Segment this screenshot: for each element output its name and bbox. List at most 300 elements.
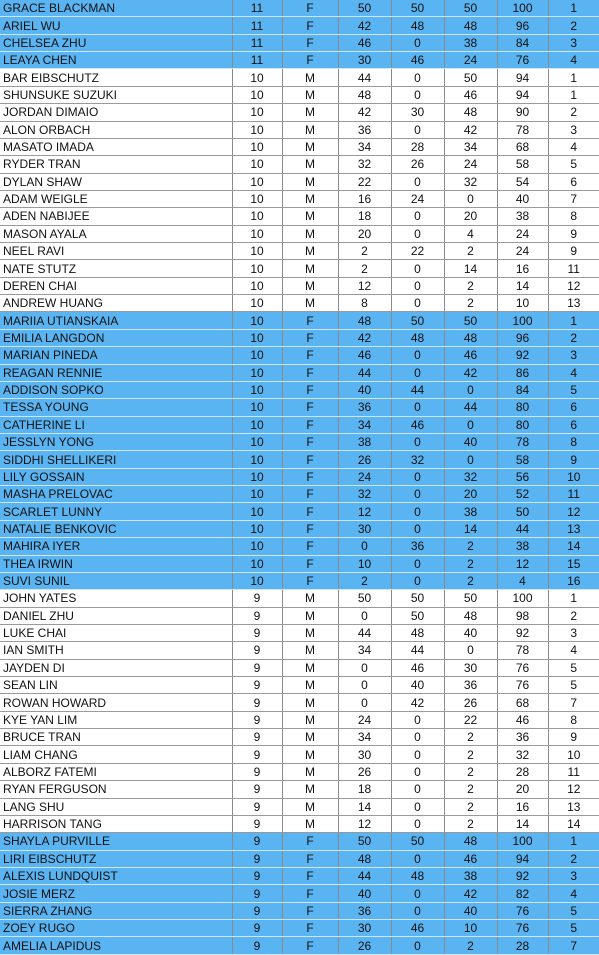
score2-cell: 0 xyxy=(391,399,444,416)
score1-cell: 24 xyxy=(338,468,391,485)
name-cell: LILY GOSSAIN xyxy=(0,468,232,485)
name-cell: MARIAN PINEDA xyxy=(0,347,232,364)
score3-cell: 4 xyxy=(444,225,497,242)
score3-cell: 2 xyxy=(444,277,497,294)
score3-cell: 50 xyxy=(444,590,497,607)
gender-cell: F xyxy=(282,17,338,34)
gender-cell: F xyxy=(282,347,338,364)
rank-cell: 8 xyxy=(548,711,599,728)
grade-cell: 11 xyxy=(232,52,282,69)
total-cell: 94 xyxy=(497,69,548,86)
score1-cell: 50 xyxy=(338,590,391,607)
total-cell: 80 xyxy=(497,416,548,433)
name-cell: THEA IRWIN xyxy=(0,555,232,572)
name-cell: IAN SMITH xyxy=(0,642,232,659)
grade-cell: 9 xyxy=(232,867,282,884)
score3-cell: 2 xyxy=(444,729,497,746)
total-cell: 96 xyxy=(497,17,548,34)
score1-cell: 20 xyxy=(338,225,391,242)
gender-cell: M xyxy=(282,277,338,294)
score1-cell: 44 xyxy=(338,867,391,884)
name-cell: NATALIE BENKOVIC xyxy=(0,520,232,537)
score2-cell: 0 xyxy=(391,902,444,919)
score2-cell: 0 xyxy=(391,34,444,51)
table-row xyxy=(0,312,599,329)
score3-cell: 38 xyxy=(444,34,497,51)
total-cell: 54 xyxy=(497,173,548,190)
name-cell: ALBORZ FATEMI xyxy=(0,763,232,780)
gender-cell: M xyxy=(282,642,338,659)
score3-cell: 0 xyxy=(444,642,497,659)
table-row xyxy=(0,121,599,138)
name-cell: EMILIA LANGDON xyxy=(0,329,232,346)
table-row xyxy=(0,86,599,103)
table-row xyxy=(0,590,599,607)
score1-cell: 26 xyxy=(338,451,391,468)
score2-cell: 48 xyxy=(391,17,444,34)
name-cell: SCARLET LUNNY xyxy=(0,503,232,520)
score1-cell: 34 xyxy=(338,642,391,659)
score2-cell: 40 xyxy=(391,677,444,694)
rank-cell: 2 xyxy=(548,850,599,867)
table-row xyxy=(0,833,599,850)
table-row xyxy=(0,711,599,728)
table-row xyxy=(0,538,599,555)
gender-cell: F xyxy=(282,486,338,503)
gender-cell: M xyxy=(282,104,338,121)
grade-cell: 9 xyxy=(232,798,282,815)
score2-cell: 36 xyxy=(391,538,444,555)
score1-cell: 18 xyxy=(338,208,391,225)
grade-cell: 10 xyxy=(232,243,282,260)
score3-cell: 46 xyxy=(444,850,497,867)
score3-cell: 42 xyxy=(444,121,497,138)
name-cell: LIRI EIBSCHUTZ xyxy=(0,850,232,867)
gender-cell: M xyxy=(282,607,338,624)
score1-cell: 16 xyxy=(338,190,391,207)
name-cell: LEAYA CHEN xyxy=(0,52,232,69)
rank-cell: 11 xyxy=(548,260,599,277)
score1-cell: 48 xyxy=(338,312,391,329)
table-row xyxy=(0,104,599,121)
rank-cell: 10 xyxy=(548,468,599,485)
grade-cell: 11 xyxy=(232,34,282,51)
total-cell: 20 xyxy=(497,781,548,798)
total-cell: 14 xyxy=(497,815,548,832)
total-cell: 28 xyxy=(497,937,548,954)
gender-cell: M xyxy=(282,156,338,173)
name-cell: LANG SHU xyxy=(0,798,232,815)
table-row xyxy=(0,503,599,520)
score1-cell: 50 xyxy=(338,833,391,850)
rank-cell: 13 xyxy=(548,295,599,312)
grade-cell: 10 xyxy=(232,138,282,155)
gender-cell: F xyxy=(282,902,338,919)
score3-cell: 40 xyxy=(444,433,497,450)
score1-cell: 24 xyxy=(338,711,391,728)
gender-cell: F xyxy=(282,399,338,416)
total-cell: 98 xyxy=(497,607,548,624)
score1-cell: 38 xyxy=(338,433,391,450)
table-row xyxy=(0,69,599,86)
table-row xyxy=(0,243,599,260)
score3-cell: 44 xyxy=(444,399,497,416)
total-cell: 100 xyxy=(497,0,548,17)
grade-cell: 9 xyxy=(232,902,282,919)
total-cell: 40 xyxy=(497,190,548,207)
score1-cell: 0 xyxy=(338,607,391,624)
score2-cell: 0 xyxy=(391,208,444,225)
rank-cell: 5 xyxy=(548,902,599,919)
score2-cell: 0 xyxy=(391,850,444,867)
total-cell: 92 xyxy=(497,624,548,641)
gender-cell: M xyxy=(282,225,338,242)
score3-cell: 34 xyxy=(444,138,497,155)
grade-cell: 10 xyxy=(232,156,282,173)
score3-cell: 14 xyxy=(444,520,497,537)
grade-cell: 9 xyxy=(232,850,282,867)
total-cell: 96 xyxy=(497,329,548,346)
table-row xyxy=(0,642,599,659)
table-row xyxy=(0,867,599,884)
grade-cell: 9 xyxy=(232,746,282,763)
score2-cell: 50 xyxy=(391,0,444,17)
table-row xyxy=(0,381,599,398)
grade-cell: 11 xyxy=(232,0,282,17)
name-cell: NEEL RAVI xyxy=(0,243,232,260)
score1-cell: 40 xyxy=(338,381,391,398)
score2-cell: 0 xyxy=(391,503,444,520)
gender-cell: M xyxy=(282,260,338,277)
gender-cell: M xyxy=(282,121,338,138)
score2-cell: 0 xyxy=(391,121,444,138)
rank-cell: 11 xyxy=(548,763,599,780)
score1-cell: 30 xyxy=(338,52,391,69)
rank-cell: 2 xyxy=(548,17,599,34)
table-row xyxy=(0,433,599,450)
gender-cell: F xyxy=(282,937,338,954)
score2-cell: 0 xyxy=(391,781,444,798)
name-cell: CHELSEA ZHU xyxy=(0,34,232,51)
total-cell: 12 xyxy=(497,555,548,572)
table-row xyxy=(0,815,599,832)
table-row xyxy=(0,260,599,277)
score3-cell: 14 xyxy=(444,260,497,277)
name-cell: DEREN CHAI xyxy=(0,277,232,294)
gender-cell: F xyxy=(282,34,338,51)
gender-cell: F xyxy=(282,329,338,346)
rank-cell: 2 xyxy=(548,329,599,346)
score2-cell: 0 xyxy=(391,225,444,242)
total-cell: 58 xyxy=(497,156,548,173)
table-row xyxy=(0,850,599,867)
score3-cell: 0 xyxy=(444,381,497,398)
score1-cell: 2 xyxy=(338,572,391,589)
gender-cell: M xyxy=(282,243,338,260)
table-row xyxy=(0,295,599,312)
score2-cell: 0 xyxy=(391,572,444,589)
score1-cell: 32 xyxy=(338,156,391,173)
score3-cell: 2 xyxy=(444,538,497,555)
score2-cell: 32 xyxy=(391,451,444,468)
total-cell: 76 xyxy=(497,677,548,694)
rank-cell: 1 xyxy=(548,312,599,329)
gender-cell: M xyxy=(282,711,338,728)
rank-cell: 15 xyxy=(548,555,599,572)
gender-cell: M xyxy=(282,815,338,832)
score1-cell: 12 xyxy=(338,503,391,520)
gender-cell: M xyxy=(282,677,338,694)
grade-cell: 9 xyxy=(232,711,282,728)
score3-cell: 38 xyxy=(444,503,497,520)
table-row xyxy=(0,225,599,242)
rank-cell: 9 xyxy=(548,225,599,242)
grade-cell: 10 xyxy=(232,416,282,433)
score3-cell: 24 xyxy=(444,156,497,173)
total-cell: 52 xyxy=(497,486,548,503)
rank-cell: 1 xyxy=(548,0,599,17)
name-cell: ALON ORBACH xyxy=(0,121,232,138)
score2-cell: 42 xyxy=(391,694,444,711)
grade-cell: 9 xyxy=(232,624,282,641)
score1-cell: 2 xyxy=(338,260,391,277)
total-cell: 28 xyxy=(497,763,548,780)
rank-cell: 7 xyxy=(548,937,599,954)
grade-cell: 9 xyxy=(232,590,282,607)
score3-cell: 48 xyxy=(444,607,497,624)
table-row xyxy=(0,277,599,294)
total-cell: 76 xyxy=(497,52,548,69)
score3-cell: 46 xyxy=(444,86,497,103)
total-cell: 100 xyxy=(497,590,548,607)
score1-cell: 46 xyxy=(338,34,391,51)
rank-cell: 9 xyxy=(548,451,599,468)
gender-cell: M xyxy=(282,729,338,746)
total-cell: 80 xyxy=(497,399,548,416)
name-cell: ARIEL WU xyxy=(0,17,232,34)
grade-cell: 10 xyxy=(232,451,282,468)
score1-cell: 50 xyxy=(338,0,391,17)
rank-cell: 5 xyxy=(548,156,599,173)
total-cell: 32 xyxy=(497,746,548,763)
score1-cell: 0 xyxy=(338,538,391,555)
gender-cell: M xyxy=(282,746,338,763)
rank-cell: 14 xyxy=(548,538,599,555)
score2-cell: 0 xyxy=(391,468,444,485)
score2-cell: 46 xyxy=(391,416,444,433)
grade-cell: 10 xyxy=(232,312,282,329)
table-row xyxy=(0,399,599,416)
name-cell: CATHERINE LI xyxy=(0,416,232,433)
table-row xyxy=(0,364,599,381)
grade-cell: 9 xyxy=(232,815,282,832)
score3-cell: 20 xyxy=(444,486,497,503)
rank-cell: 5 xyxy=(548,659,599,676)
name-cell: NATE STUTZ xyxy=(0,260,232,277)
name-cell: RYDER TRAN xyxy=(0,156,232,173)
grade-cell: 9 xyxy=(232,729,282,746)
score1-cell: 34 xyxy=(338,416,391,433)
score3-cell: 40 xyxy=(444,624,497,641)
rank-cell: 7 xyxy=(548,694,599,711)
score3-cell: 46 xyxy=(444,347,497,364)
score2-cell: 0 xyxy=(391,173,444,190)
score1-cell: 36 xyxy=(338,399,391,416)
score1-cell: 0 xyxy=(338,677,391,694)
rank-cell: 4 xyxy=(548,364,599,381)
rank-cell: 8 xyxy=(548,433,599,450)
score2-cell: 0 xyxy=(391,433,444,450)
score2-cell: 0 xyxy=(391,711,444,728)
rank-cell: 3 xyxy=(548,624,599,641)
grade-cell: 10 xyxy=(232,173,282,190)
table-row xyxy=(0,451,599,468)
rank-cell: 4 xyxy=(548,642,599,659)
grade-cell: 9 xyxy=(232,694,282,711)
gender-cell: M xyxy=(282,295,338,312)
grade-cell: 9 xyxy=(232,920,282,937)
total-cell: 14 xyxy=(497,277,548,294)
score3-cell: 2 xyxy=(444,815,497,832)
score3-cell: 2 xyxy=(444,295,497,312)
score2-cell: 44 xyxy=(391,642,444,659)
score1-cell: 36 xyxy=(338,902,391,919)
rank-cell: 9 xyxy=(548,243,599,260)
score1-cell: 42 xyxy=(338,104,391,121)
rank-cell: 4 xyxy=(548,52,599,69)
score3-cell: 30 xyxy=(444,659,497,676)
grade-cell: 10 xyxy=(232,381,282,398)
total-cell: 90 xyxy=(497,104,548,121)
name-cell: AMELIA LAPIDUS xyxy=(0,937,232,954)
gender-cell: F xyxy=(282,0,338,17)
name-cell: MASON AYALA xyxy=(0,225,232,242)
table-row xyxy=(0,0,599,17)
gender-cell: M xyxy=(282,190,338,207)
total-cell: 76 xyxy=(497,902,548,919)
total-cell: 38 xyxy=(497,538,548,555)
total-cell: 84 xyxy=(497,34,548,51)
score2-cell: 46 xyxy=(391,920,444,937)
gender-cell: M xyxy=(282,138,338,155)
gender-cell: F xyxy=(282,555,338,572)
gender-cell: M xyxy=(282,86,338,103)
score3-cell: 22 xyxy=(444,711,497,728)
total-cell: 46 xyxy=(497,711,548,728)
grade-cell: 10 xyxy=(232,538,282,555)
table-row xyxy=(0,572,599,589)
gender-cell: F xyxy=(282,538,338,555)
grade-cell: 10 xyxy=(232,399,282,416)
gender-cell: F xyxy=(282,833,338,850)
rank-cell: 1 xyxy=(548,590,599,607)
total-cell: 100 xyxy=(497,312,548,329)
gender-cell: F xyxy=(282,433,338,450)
rank-cell: 2 xyxy=(548,104,599,121)
name-cell: HARRISON TANG xyxy=(0,815,232,832)
table-row xyxy=(0,920,599,937)
score2-cell: 0 xyxy=(391,937,444,954)
rank-cell: 3 xyxy=(548,347,599,364)
grade-cell: 9 xyxy=(232,659,282,676)
score1-cell: 44 xyxy=(338,364,391,381)
grade-cell: 9 xyxy=(232,607,282,624)
gender-cell: M xyxy=(282,590,338,607)
score1-cell: 30 xyxy=(338,746,391,763)
total-cell: 86 xyxy=(497,364,548,381)
table-row xyxy=(0,468,599,485)
rank-cell: 4 xyxy=(548,885,599,902)
score3-cell: 24 xyxy=(444,52,497,69)
score3-cell: 0 xyxy=(444,416,497,433)
score1-cell: 40 xyxy=(338,885,391,902)
grade-cell: 11 xyxy=(232,17,282,34)
total-cell: 56 xyxy=(497,468,548,485)
score1-cell: 30 xyxy=(338,520,391,537)
score2-cell: 0 xyxy=(391,69,444,86)
total-cell: 78 xyxy=(497,433,548,450)
total-cell: 10 xyxy=(497,295,548,312)
name-cell: KYE YAN LIM xyxy=(0,711,232,728)
total-cell: 92 xyxy=(497,867,548,884)
name-cell: SIERRA ZHANG xyxy=(0,902,232,919)
name-cell: MASATO IMADA xyxy=(0,138,232,155)
total-cell: 4 xyxy=(497,572,548,589)
gender-cell: F xyxy=(282,416,338,433)
score2-cell: 0 xyxy=(391,815,444,832)
score2-cell: 0 xyxy=(391,277,444,294)
score1-cell: 32 xyxy=(338,486,391,503)
grade-cell: 9 xyxy=(232,763,282,780)
score1-cell: 34 xyxy=(338,729,391,746)
rank-cell: 3 xyxy=(548,121,599,138)
name-cell: SEAN LIN xyxy=(0,677,232,694)
gender-cell: F xyxy=(282,52,338,69)
score3-cell: 36 xyxy=(444,677,497,694)
total-cell: 38 xyxy=(497,208,548,225)
grade-cell: 10 xyxy=(232,520,282,537)
total-cell: 58 xyxy=(497,451,548,468)
score3-cell: 38 xyxy=(444,867,497,884)
score2-cell: 0 xyxy=(391,555,444,572)
gender-cell: F xyxy=(282,572,338,589)
score3-cell: 32 xyxy=(444,468,497,485)
score2-cell: 50 xyxy=(391,833,444,850)
name-cell: SUVI SUNIL xyxy=(0,572,232,589)
score3-cell: 32 xyxy=(444,173,497,190)
rank-cell: 1 xyxy=(548,86,599,103)
name-cell: REAGAN RENNIE xyxy=(0,364,232,381)
total-cell: 24 xyxy=(497,243,548,260)
gender-cell: M xyxy=(282,798,338,815)
total-cell: 68 xyxy=(497,694,548,711)
table-row xyxy=(0,52,599,69)
score1-cell: 34 xyxy=(338,138,391,155)
table-row xyxy=(0,173,599,190)
total-cell: 50 xyxy=(497,503,548,520)
grade-cell: 10 xyxy=(232,486,282,503)
table-row xyxy=(0,781,599,798)
rank-cell: 6 xyxy=(548,416,599,433)
score1-cell: 48 xyxy=(338,850,391,867)
gender-cell: F xyxy=(282,381,338,398)
gender-cell: M xyxy=(282,659,338,676)
grade-cell: 10 xyxy=(232,468,282,485)
grade-cell: 10 xyxy=(232,347,282,364)
rank-cell: 1 xyxy=(548,69,599,86)
score1-cell: 14 xyxy=(338,798,391,815)
table-row xyxy=(0,329,599,346)
